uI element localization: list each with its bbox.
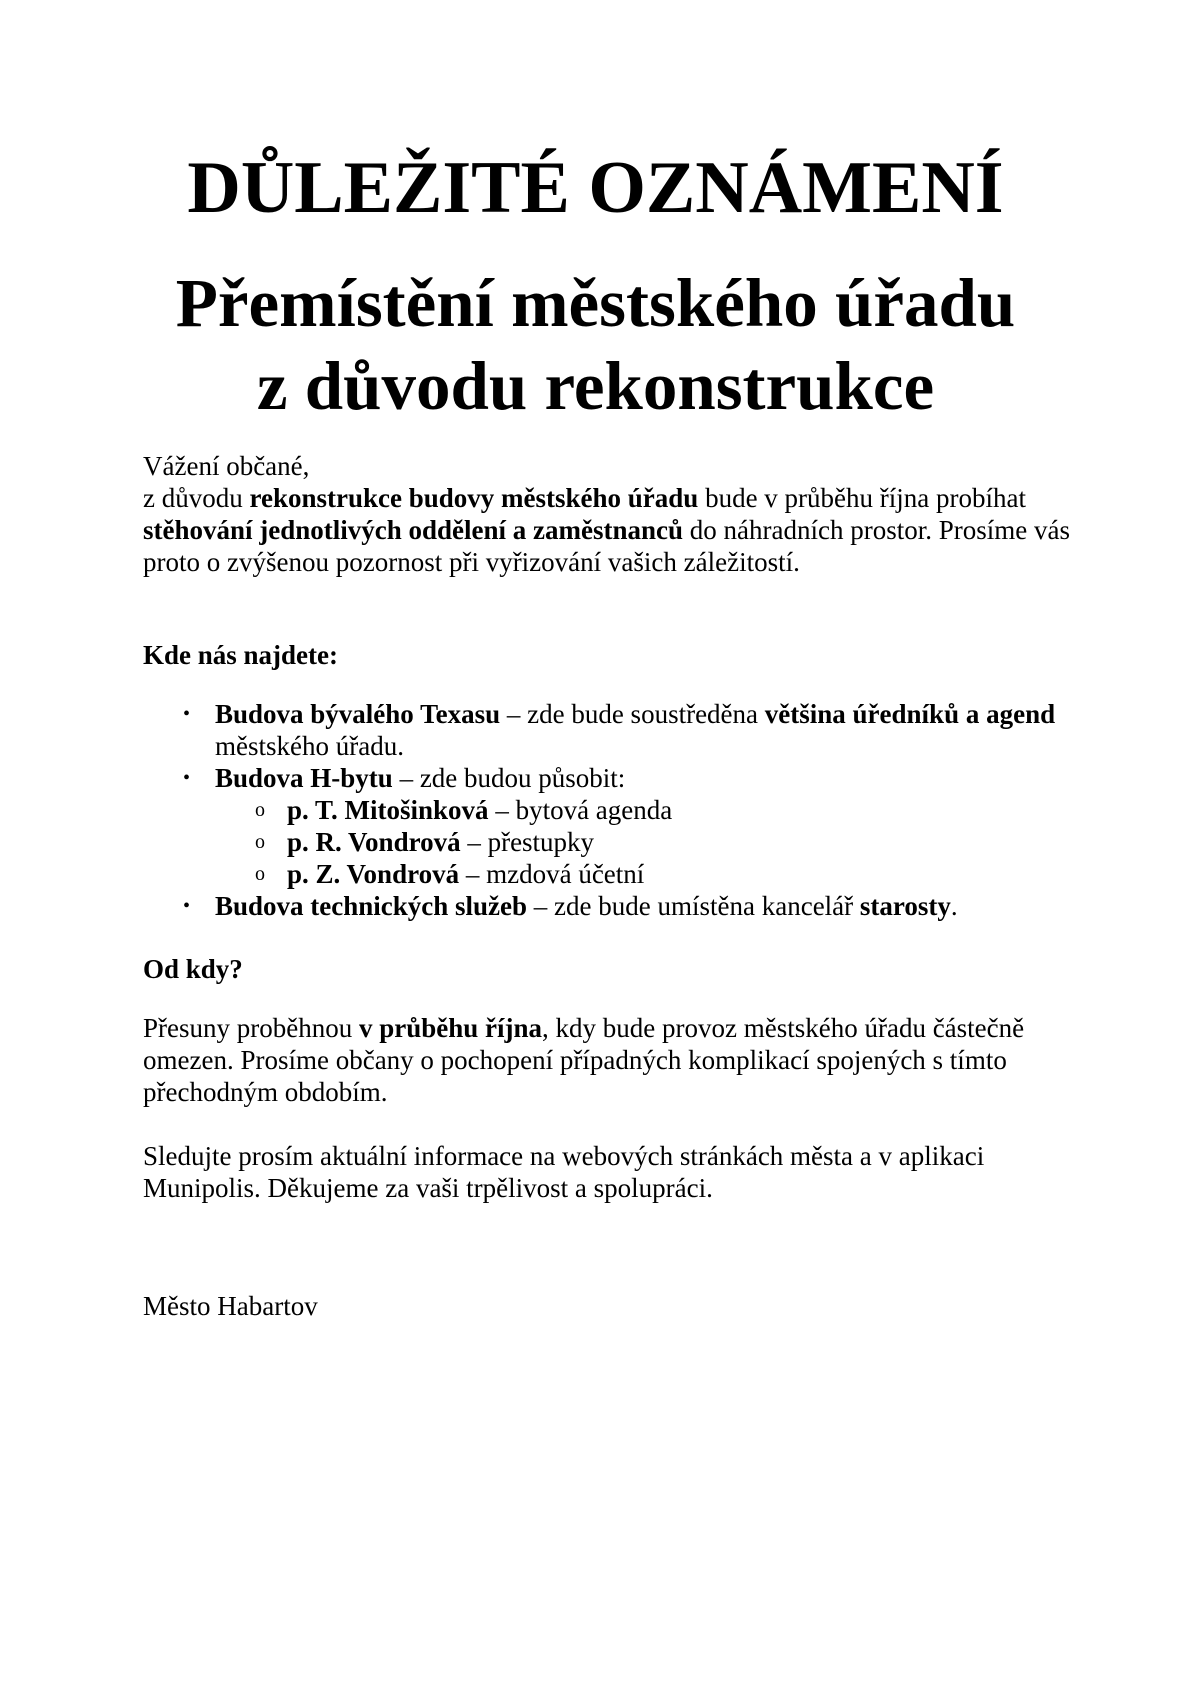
when-text: , kdy bude provoz městského úřadu částečně omezen. Prosíme občany o pochopení případných komplikací spojených s tímto přechodným obdobím. (143, 1013, 1025, 1107)
item-text: – zde bude umístěna kancelář (527, 891, 860, 921)
list-item (215, 794, 1073, 826)
staff-role: – mzdová účetní (459, 859, 645, 889)
subtitle-line-2: z důvodu rekonstrukce (256, 348, 935, 424)
notice-subtitle (0, 262, 1191, 428)
staff-list (215, 794, 1073, 890)
when-heading: Od kdy? (143, 954, 243, 984)
item-text: – zde bude soustředěna (500, 699, 765, 729)
list-item (215, 858, 1073, 890)
building-name: Budova technických služeb (215, 891, 528, 921)
bullet-icon: • (183, 767, 191, 789)
when-text: Přesuny proběhnou (143, 1013, 359, 1043)
notice-title: DŮLEŽITÉ OZNÁMENÍ (187, 147, 1004, 229)
building-name: Budova bývalého Texasu (215, 699, 501, 729)
staff-name: p. R. Vondrová (287, 827, 461, 857)
intro-text: bude v průběhu října probíhat (698, 483, 1026, 513)
signature: Město Habartov (143, 1291, 318, 1321)
circle-bullet-icon: o (255, 863, 265, 885)
building-name: Budova H-bytu (215, 763, 393, 793)
follow-paragraph: Sledujte prosím aktuální informace na webových stránkách města a v aplikaci Munipolis. Děkujeme za vaši trpělivost a spolupráci. (143, 1141, 985, 1203)
intro-text: do náhradních prostor. Prosíme vás proto o zvýšenou pozornost při vyřizování vašich záležitostí. (143, 515, 1070, 577)
intro-paragraph (143, 450, 1073, 578)
list-item (215, 826, 1073, 858)
staff-role: – bytová agenda (488, 795, 673, 825)
where-heading: Kde nás najdete: (143, 640, 338, 670)
intro-bold-text: rekonstrukce budovy městského úřadu (249, 483, 699, 513)
location-list (143, 698, 1073, 922)
staff-name: p. Z. Vondrová (287, 859, 460, 889)
greeting: Vážení občané, (143, 451, 310, 481)
list-item (143, 890, 1073, 922)
bullet-icon: • (183, 703, 191, 725)
item-text: městského úřadu. (215, 731, 404, 761)
circle-bullet-icon: o (255, 831, 265, 853)
when-bold-text: v průběhu října (358, 1013, 543, 1043)
item-text: – zde budou působit: (392, 763, 626, 793)
list-item (143, 698, 1073, 762)
when-paragraph (143, 1012, 1073, 1108)
subtitle-line-1: Přemístění městského úřadu (175, 265, 1016, 341)
item-bold-text: starosty (859, 891, 951, 921)
list-item (143, 762, 1073, 890)
circle-bullet-icon: o (255, 799, 265, 821)
intro-text: z důvodu (143, 483, 250, 513)
item-text: . (950, 891, 958, 921)
bullet-icon: • (183, 895, 191, 917)
staff-name: p. T. Mitošinková (287, 795, 489, 825)
intro-bold-text: stěhování jednotlivých oddělení a zaměstnanců (143, 515, 684, 545)
staff-role: – přestupky (460, 827, 595, 857)
item-bold-text: většina úředníků a agend (764, 699, 1056, 729)
